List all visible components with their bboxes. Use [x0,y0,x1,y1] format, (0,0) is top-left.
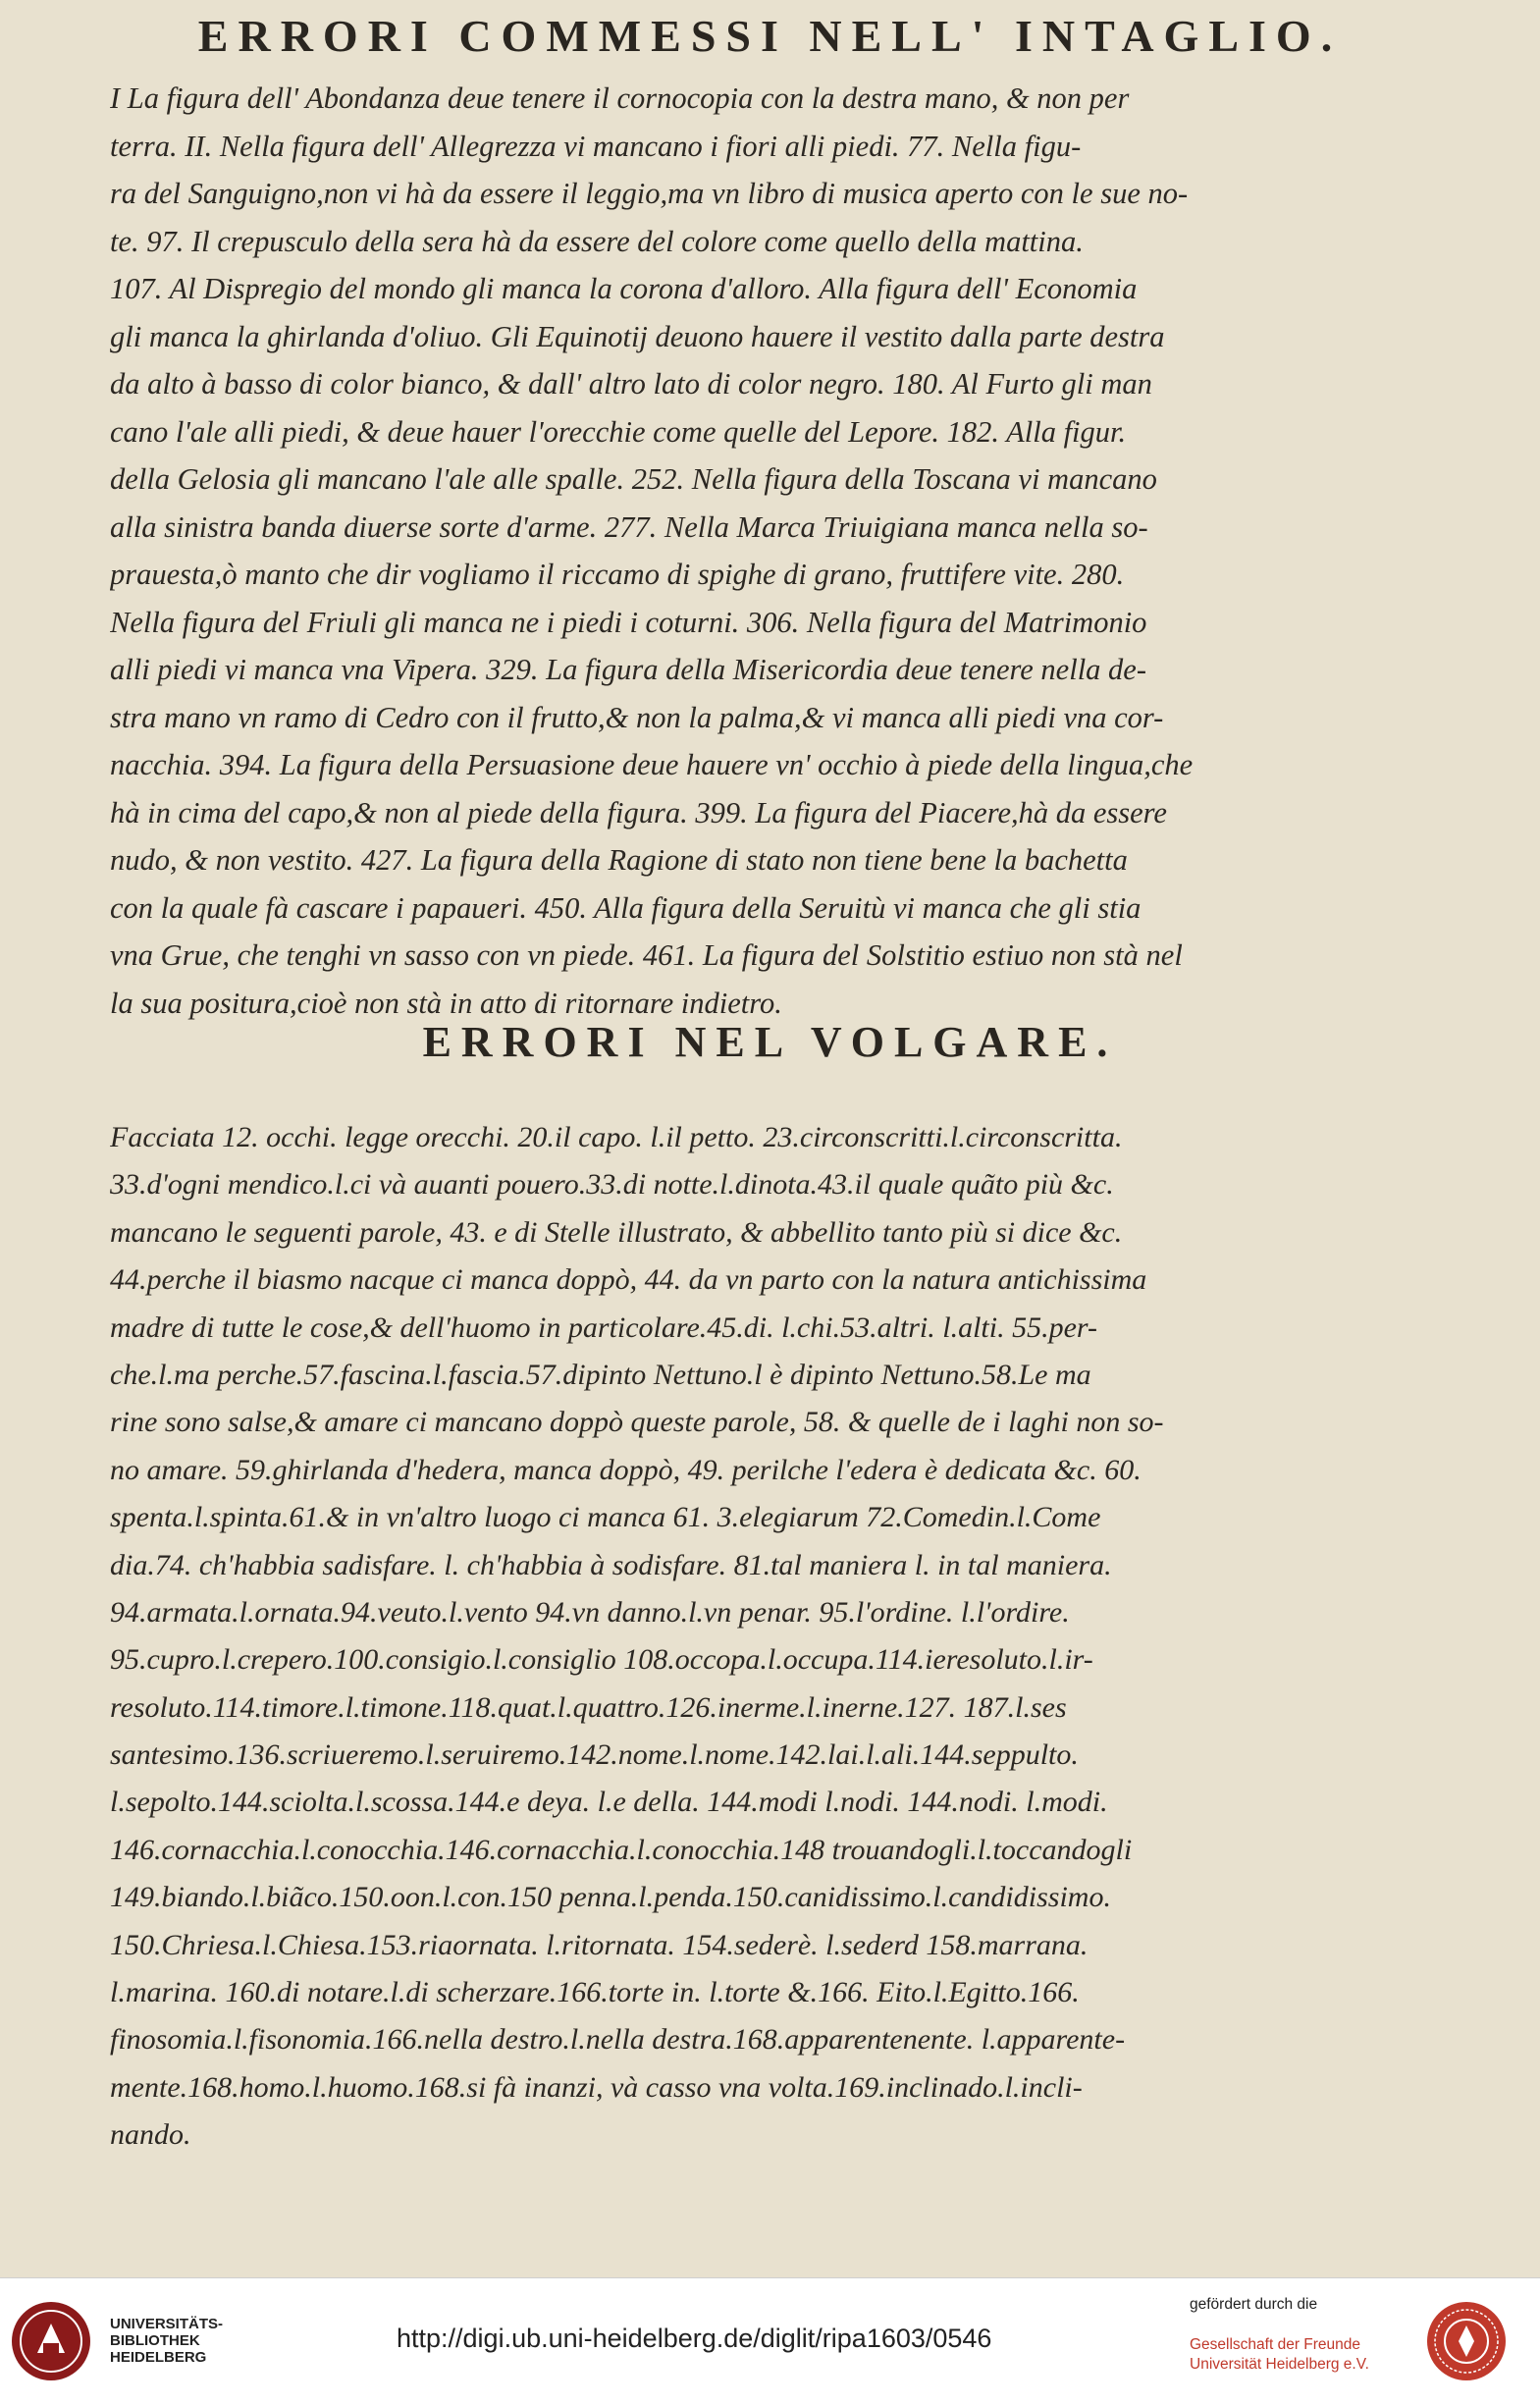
errata-vernacular-line: Facciata 12. occhi. legge orecchi. 20.il capo. l.il petto. 23.circonscritti.l.circonscritta. [110,1121,1123,1153]
errata-engraving-line: te. 97. Il crepusculo della sera hà da essere del colore come quello della mattina. [110,224,1084,258]
errata-engraving-line: Nella figura del Friuli gli manca ne i piedi i coturni. 306. Nella figura del Matrimonio [110,605,1147,639]
errata-engraving-line: la sua positura,cioè non stà in atto di ritornare indietro. [110,986,782,1020]
errata-vernacular-line: madre di tutte le cose,& dell'huomo in particolare.45.di. l.chi.53.altri. l.alti. 55.per- [110,1310,1097,1344]
errata-vernacular-line: resoluto.114.timore.l.timone.118.quat.l.quattro.126.inerme.l.inerne.127. 187.l.ses [110,1690,1067,1724]
errata-vernacular-text [110,1114,1396,2160]
heading-errata-vernacular: ERRORI NEL VOLGARE. [422,1018,1118,1066]
errata-vernacular-line: santesimo.136.scriueremo.l.seruiremo.142.nome.l.nome.142.lai.l.ali.144.seppulto. [110,1738,1079,1772]
errata-engraving-line: nacchia. 394. La figura della Persuasione deue hauere vn' occhio à piede della lingua,che [110,748,1194,781]
errata-engraving-line: cano l'ale alli piedi, & deue hauer l'orecchie come quelle del Lepore. 182. Alla figur. [110,414,1127,449]
errata-vernacular-line: 44.perche il biasmo nacque ci manca doppò, 44. da vn parto con la natura antichissima [110,1263,1147,1297]
errata-vernacular-line: l.marina. 160.di notare.l.di scherzare.166.torte in. l.torte &.166. Eito.l.Egitto.166. [110,1976,1080,2009]
errata-vernacular-line: no amare. 59.ghirlanda d'hedera, manca doppò, 49. perilche l'edera è dedicata &c. 60. [110,1453,1142,1486]
heading-errata-engraving: ERRORI COMMESSI NELL' INTAGLIO. [197,11,1343,61]
library-name-line1: UNIVERSITÄTS- [110,2316,224,2332]
library-name [110,2316,223,2366]
library-name-line2: BIBLIOTHEK [110,2332,200,2349]
errata-engraving-line: hà in cima del capo,& non al piede della figura. 399. La figura del Piacere,hà da essere [110,795,1167,829]
errata-engraving-line: con la quale fà cascare i papaueri. 450. Alla figura della Seruitù vi manca che gli stia [110,890,1142,925]
errata-vernacular-line: l.sepolto.144.sciolta.l.scossa.144.e deya. l.e della. 144.modi l.nodi. 144.nodi. l.modi. [110,1786,1108,1819]
errata-engraving-line: della Gelosia gli mancano l'ale alle spalle. 252. Nella figura della Toscana vi mancano [110,462,1157,496]
errata-engraving-line: terra. II. Nella figura dell' Allegrezza vi mancano i fiori alli piedi. 77. Nella figu- [110,129,1082,163]
errata-vernacular-line: che.l.ma perche.57.fascina.l.fascia.57.dipinto Nettuno.l è dipinto Nettuno.58.Le ma [110,1358,1091,1391]
footer-bar [0,2277,1540,2405]
library-name-line3: HEIDELBERG [110,2349,207,2366]
errata-engraving-line: ra del Sanguigno,non vi hà da essere il leggio,ma vn libro di musica aperto con le sue no- [110,177,1189,210]
university-seal-icon [1425,2300,1508,2382]
errata-engraving-text [110,75,1396,1027]
errata-engraving-line: nudo, & non vestito. 427. La figura della Ragione di stato non tiene bene la bachetta [110,843,1128,877]
errata-vernacular-line: mancano le seguenti parole, 43. e di Stelle illustrato, & abbellito tanto più si dice &c. [110,1215,1123,1249]
supported-by-text: gefördert durch die [1190,2296,1318,2313]
society-name-line1: Gesellschaft der Freunde [1190,2336,1361,2353]
errata-vernacular-line: mente.168.homo.l.huomo.168.si fà inanzi, và casso vna volta.169.inclinado.l.incli- [110,2070,1083,2104]
society-name-line2: Universität Heidelberg e.V. [1190,2356,1369,2373]
errata-vernacular-line: spenta.l.spinta.61.& in vn'altro luogo ci manca 61. 3.elegiarum 72.Comedin.l.Come [110,1501,1101,1534]
errata-vernacular-line: 150.Chriesa.l.Chiesa.153.riaornata. l.ritornata. 154.sederè. l.sederd 158.marrana. [110,1928,1089,1961]
errata-vernacular-line: dia.74. ch'habbia sadisfare. l. ch'habbia à sodisfare. 81.tal maniera l. in tal maniera. [110,1548,1112,1581]
errata-vernacular-line: 94.armata.l.ornata.94.veuto.l.vento 94.vn danno.l.vn penar. 95.l'ordine. l.l'ordire. [110,1595,1070,1629]
errata-engraving-line: alli piedi vi manca vna Vipera. 329. La figura della Misericordia deue tenere nella de- [110,653,1146,686]
errata-vernacular-line: 33.d'ogni mendico.l.ci và auanti pouero.33.di notte.l.dinota.43.il quale quãto più &c. [110,1168,1114,1202]
errata-vernacular-line: 95.cupro.l.crepero.100.consigio.l.consiglio 108.occopa.l.occupa.114.ieresoluto.l.ir- [110,1643,1093,1677]
errata-engraving-line: stra mano vn ramo di Cedro con il frutto,& non la palma,& vi manca alli piedi vna cor- [110,700,1164,734]
errata-engraving-line: alla sinistra banda diuerse sorte d'arme. 277. Nella Marca Triuigiana manca nella so- [110,509,1148,544]
errata-engraving-line: I La figura dell' Abondanza deue tenere il cornocopia con la destra mano, & non per [110,81,1130,115]
errata-engraving-line: prauesta,ò manto che dir vogliamo il riccamo di spighe di grano, fruttifere vite. 280. [110,558,1125,591]
errata-vernacular-line: nando. [110,2118,191,2152]
errata-vernacular-line: rine sono salse,& amare ci mancano doppò queste parole, 58. & quelle de i laghi non so- [110,1406,1164,1439]
permalink-url[interactable]: http://digi.ub.uni-heidelberg.de/diglit/ripa1603/0546 [397,2324,992,2353]
errata-vernacular-line: 149.biando.l.biãco.150.oon.l.con.150 penna.l.penda.150.canidissimo.l.candidissimo. [110,1881,1111,1914]
errata-engraving-line: 107. Al Dispregio del mondo gli manca la corona d'alloro. Alla figura dell' Economia [110,272,1138,305]
errata-engraving-line: vna Grue, che tenghi vn sasso con vn piede. 461. La figura del Solstitio estiuo non stà nel [110,938,1183,972]
society-name [1190,2335,1369,2375]
errata-engraving-line: gli manca la ghirlanda d'oliuo. Gli Equinotij deuono hauere il vestito dalla parte destra [110,319,1165,353]
errata-vernacular-line: finosomia.l.fisonomia.166.nella destro.l.nella destra.168.apparentenente. l.apparente- [110,2023,1126,2057]
errata-engraving-line: da alto à basso di color bianco, & dall' altro lato di color negro. 180. Al Furto gli man [110,367,1152,401]
errata-vernacular-line: 146.cornacchia.l.conocchia.146.cornacchia.l.conocchia.148 trouandogli.l.toccandogli [110,1833,1133,1866]
university-library-seal-icon [10,2300,92,2382]
